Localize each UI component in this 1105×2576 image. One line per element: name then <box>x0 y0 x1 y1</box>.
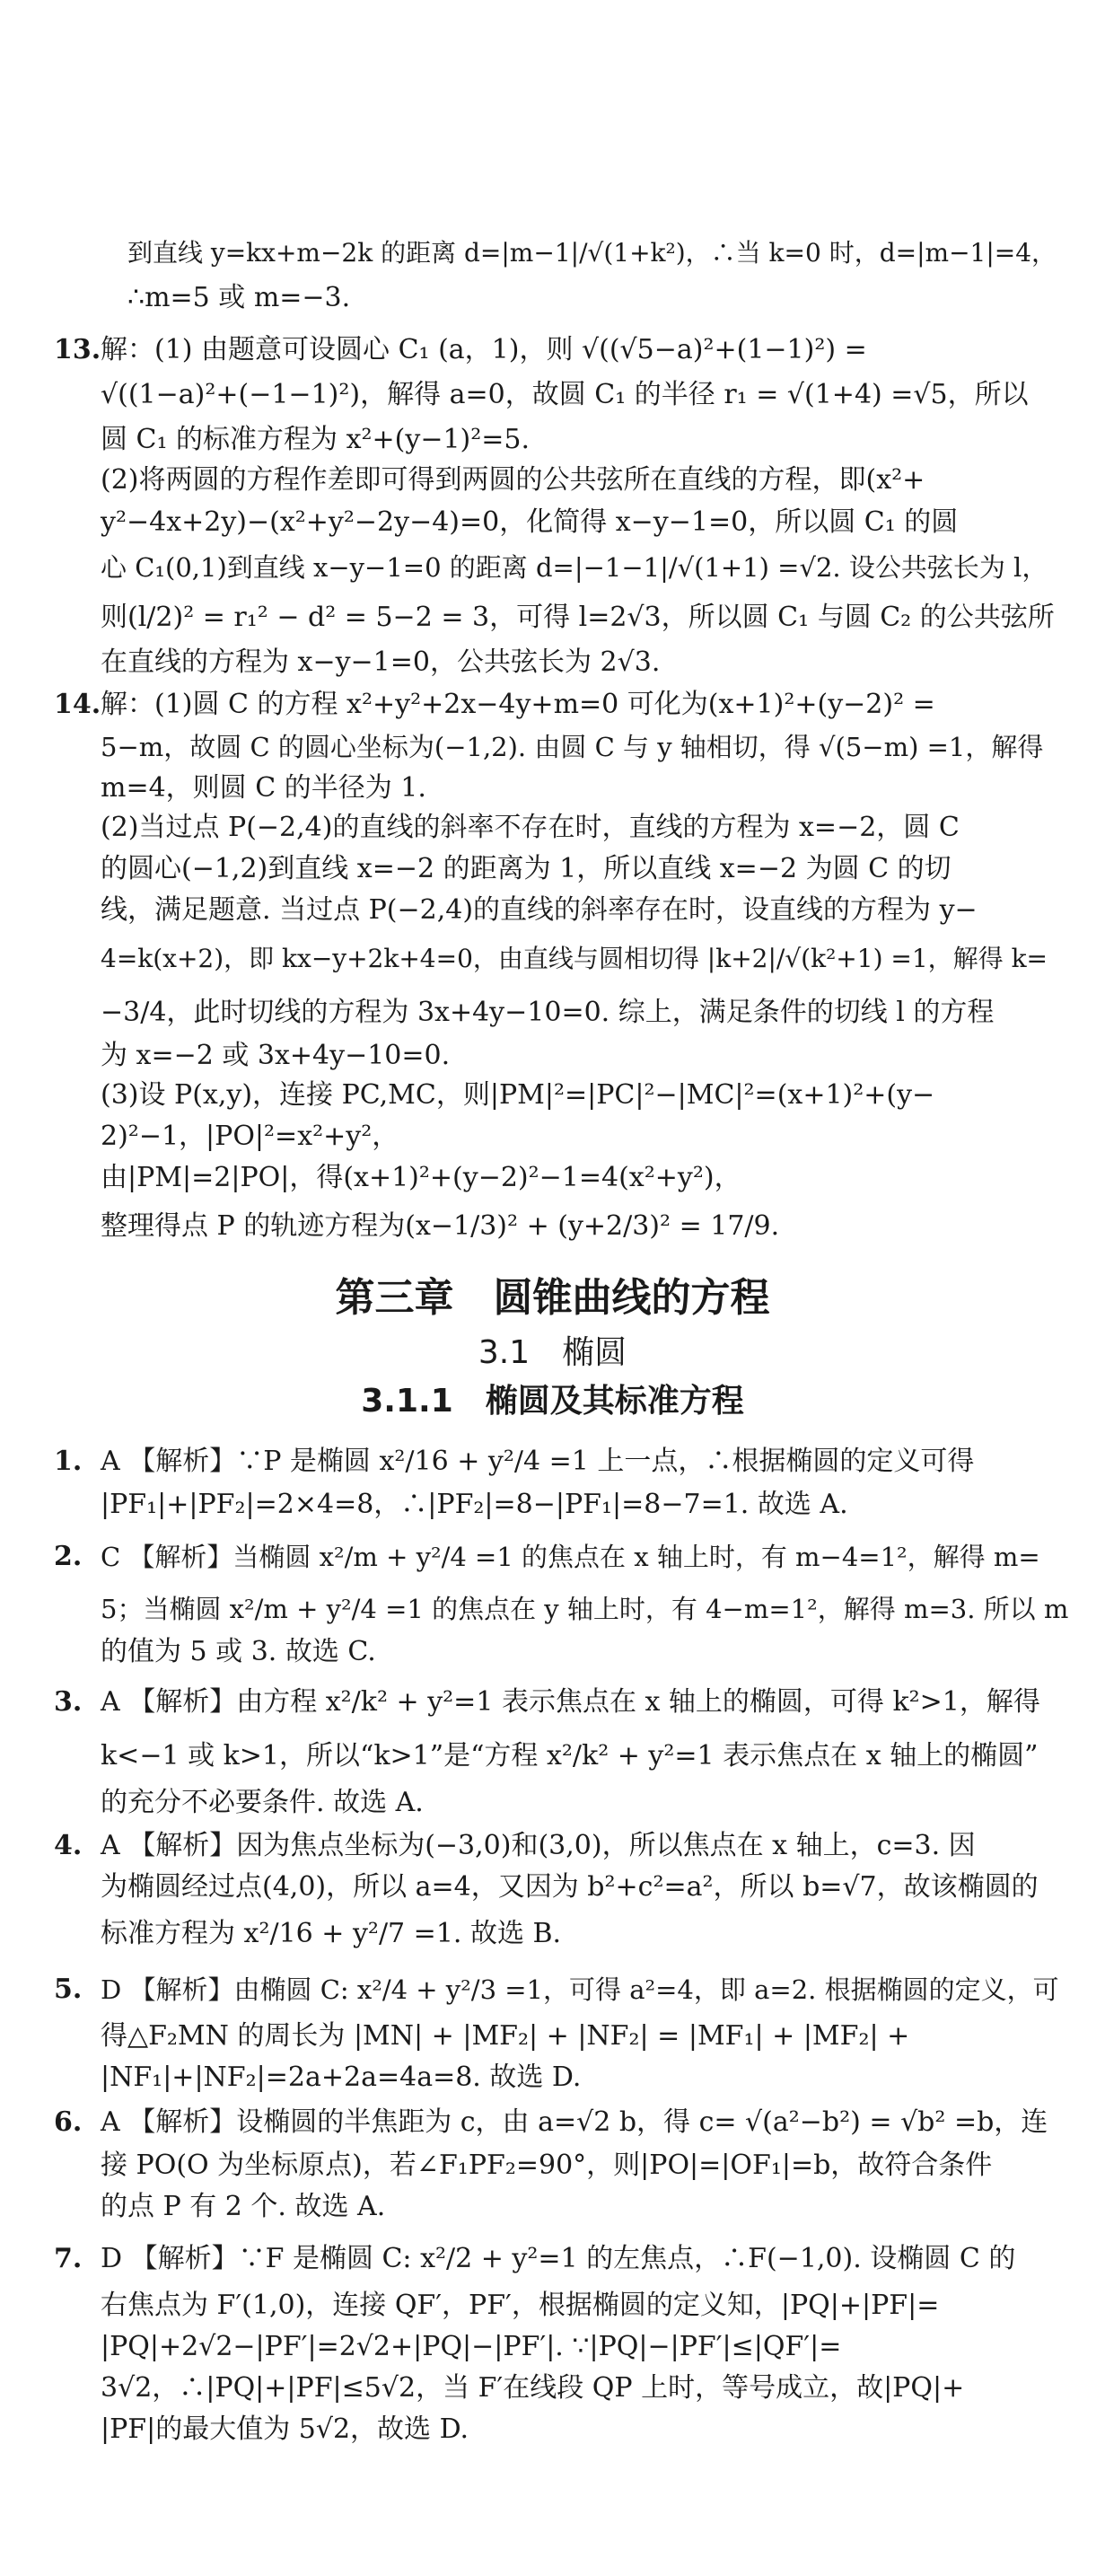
chapter-title: 第三章 圆锥曲线的方程 <box>335 1275 770 1321</box>
page: 到直线 y=kx+m−2k 的距离 d=|m−1|/√(1+k²)，∴当 k=0 时，d=|m−1|=4， ∴m=5 或 m=−3. 13. 解：(1) 由题意可设圆心 C₁ (a，1)，则 √((√5−a)²+(1−1)²) = √((1−a)²+(−1−1)²)，解得 a=0，故圆 C₁ 的半径 r₁ = √(1+4) =√5，所以 圆 C₁ 的标准方程为 x²+(y−1)²=5. (2)将两圆的方程作差即可得到两圆的公共弦所在直线的方程，即(x²+ y²−4x+2y)−(x²+y²−2y−4)=0，化简得 x−y−1=0，所以圆 C₁ 的圆 心 C₁(0,1)到直线 x−y−1=0 的距离 d=|−1−1|/√(1+1) =√2. 设公共弦长为 l， 则(l/2)² = r₁² − d² = 5−2 = 3，可得 l=2√3，所以圆 C₁ 与圆 C₂ 的公共弦所 在直线的方程为 x−y−1=0，公共弦长为 2√3. 14. 解：(1)圆 C 的方程 x²+y²+2x−4y+m=0 可化为(x+1)²+(y−2)² = 5−m，故圆 C 的圆心坐标为(−1,2). 由圆 C 与 y 轴相切，得 √(5−m) =1，解得 m=4，则圆 C 的半径为 1. (2)当过点 P(−2,4)的直线的斜率不存在时，直线的方程为 x=−2，圆 C 的圆心(−1,2)到直线 x=−2 的距离为 1，所以直线 x=−2 为圆 C 的切 线，满足题意. 当过点 P(−2,4)的直线的斜率存在时，设直线的方程为 y− 4=k(x+2)，即 kx−y+2k+4=0，由直线与圆相切得 |k+2|/√(k²+1) =1，解得 k= −3/4，此时切线的方程为 3x+4y−10=0. 综上，满足条件的切线 l 的方程 为 x=−2 或 3x+4y−10=0. (3)设 P(x,y)，连接 PC,MC，则|PM|²=|PC|²−|MC|²=(x+1)²+(y− 2)²−1，|PO|²=x²+y²， 由|PM|=2|PO|，得(x+1)²+(y−2)²−1=4(x²+y²)， 整理得点 P 的轨迹方程为(x−1/3)² + (y+2/3)² = 17/9. 第三章 圆锥曲线的方程 3.1 椭圆 3.1.1 椭圆及其标准方程 1. A 【解析】∵P 是椭圆 x²/16 + y²/4 =1 上一点，∴根据椭圆的定义可得 |PF₁|+|PF₂|=2×4=8，∴|PF₂|=8−|PF₁|=8−7=1. 故选 A. 2. C 【解析】当椭圆 x²/m + y²/4 =1 的焦点在 x 轴上时，有 m−4=1²，解得 m= 5；当椭圆 x²/m + y²/4 =1 的焦点在 y 轴上时，有 4−m=1²，解得 m=3. 所以 m 的值为 5 或 3. 故选 C. 3. A 【解析】由方程 x²/k² + y²=1 表示焦点在 x 轴上的椭圆，可得 k²>1，解得 k<−1 或 k>1，所以“k>1”是“方程 x²/k² + y²=1 表示焦点在 x 轴上的椭圆” 的充分不必要条件. 故选 A. 4. A 【解析】因为焦点坐标为(−3,0)和(3,0)，所以焦点在 x 轴上，c=3. 因 为椭圆经过点(4,0)，所以 a=4，又因为 b²+c²=a²，所以 b=√7，故该椭圆的 标准方程为 x²/16 + y²/7 =1. 故选 B. 5. D 【解析】由椭圆 C: x²/4 + y²/3 =1，可得 a²=4，即 a=2. 根据椭圆的定义，可 得△F₂MN 的周长为 |MN| + |MF₂| + |NF₂| = |MF₁| + |MF₂| + |NF₁|+|NF₂|=2a+2a=4a=8. 故选 D. 6. A 【解析】设椭圆的半焦距为 c，由 a=√2 b，得 c= √(a²−b²) = √b² =b，连 接 PO(O 为坐标原点)，若∠F₁PF₂=90°，则|PO|=|OF₁|=b，故符合条件 的点 P 有 2 个. 故选 A. 7. D 【解析】∵F 是椭圆 C: x²/2 + y²=1 的左焦点，∴F(−1,0). 设椭圆 C 的 右焦点为 F′(1,0)，连接 QF′，PF′，根据椭圆的定义知，|PQ|+|PF|= |PQ|+2√2−|PF′|=2√2+|PQ|−|PF′|. ∵|PQ|−|PF′|≤|QF′|= 3√2，∴|PQ|+|PF|≤5√2，当 F′在线段 QP 上时，等号成立，故|PQ|+ |PF|的最大值为 5√2，故选 D. <box>0 0 1105 2576</box>
section-title: 3.1 椭圆 <box>478 1334 627 1371</box>
subsection-title: 3.1.1 椭圆及其标准方程 <box>361 1383 744 1420</box>
